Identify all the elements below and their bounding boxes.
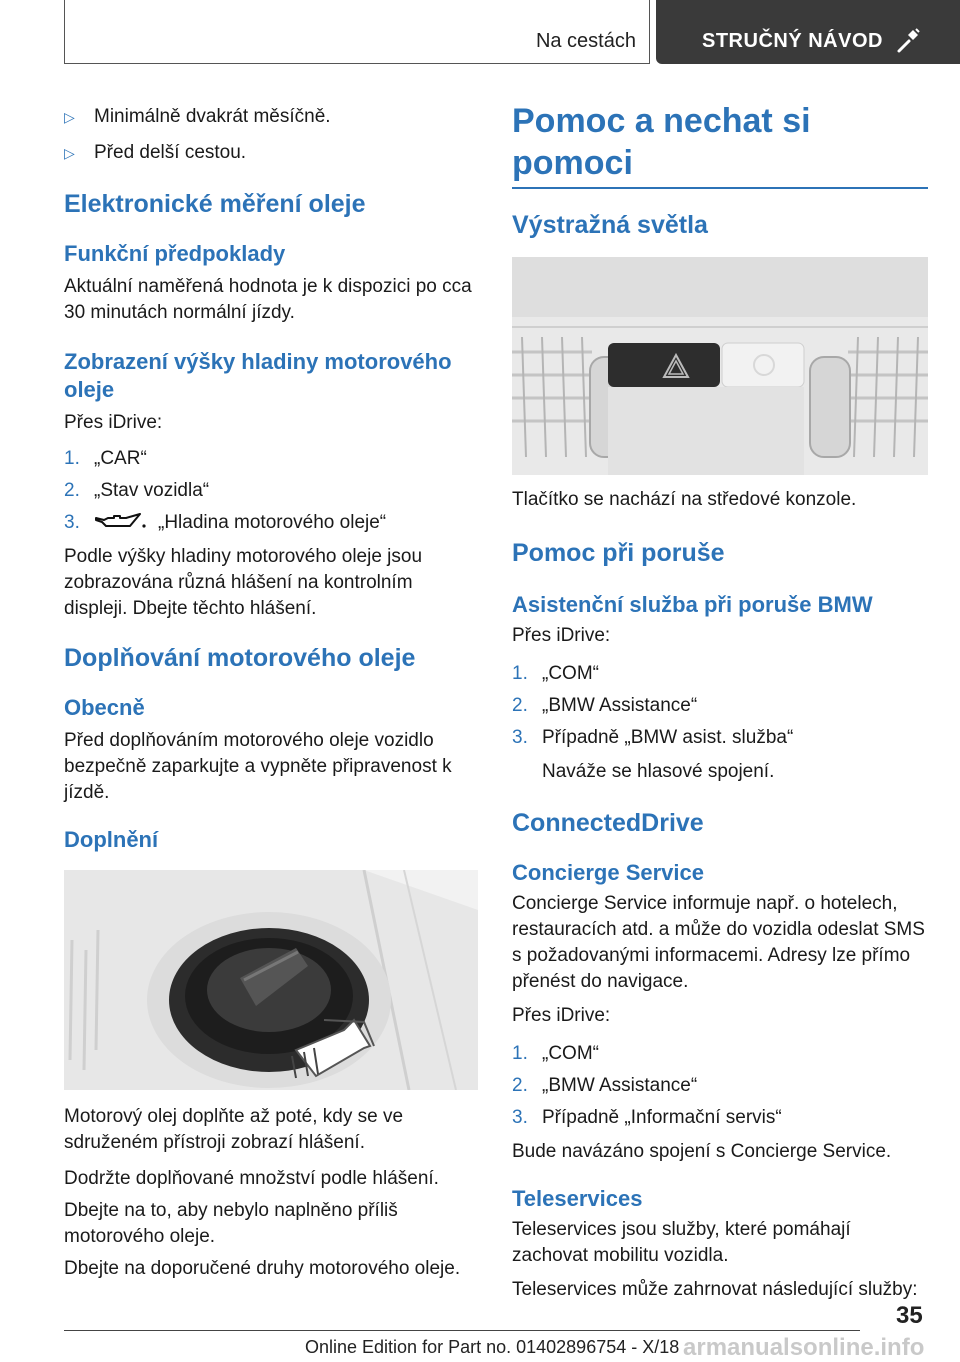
header-bottom-line	[64, 63, 650, 64]
heading-concierge: Concierge Service	[512, 860, 704, 885]
left-column	[64, 100, 478, 1282]
oil-filler-cap-image	[64, 870, 478, 1090]
step-number: 3.	[64, 512, 80, 533]
header-left-line	[64, 0, 65, 64]
step-number: 3.	[512, 727, 528, 748]
paragraph-fill-3: Dbejte na to, aby nebylo naplněno příliš motorového oleje.	[64, 1200, 398, 1247]
step-number: 3.	[512, 1107, 528, 1128]
paragraph-general: Před doplňováním motorového oleje vozidlo bezpečně zaparkujte a vypněte připravenost k jízdě.	[64, 730, 452, 803]
paragraph-hazard: Tlačítko se nachází na středové konzole.	[512, 489, 857, 510]
step-text: „BMW Assistance“	[542, 1075, 698, 1096]
heading-oil-measurement: Elektronické měření oleje	[64, 190, 366, 218]
paragraph-teleservices-2: Teleservices může zahrnovat následující služby:	[512, 1279, 918, 1300]
heading-bmw-assistance: Asistenční služba při poruše BMW	[512, 592, 873, 617]
heading-oil-level-display: Zobrazení výšky hladiny motorového oleje	[64, 349, 452, 402]
heading-breakdown-help: Pomoc při poruše	[512, 539, 725, 567]
bullet-text: Minimálně dvakrát měsíčně.	[94, 106, 331, 127]
footer-edition: Online Edition for Part no. 01402896754 - X/18	[305, 1337, 680, 1357]
header-tab-label: STRUČNÝ NÁVOD	[702, 30, 883, 52]
list-item	[64, 140, 478, 166]
right-column	[512, 100, 928, 1303]
page-number: 35	[896, 1302, 923, 1329]
oil-can-icon	[94, 512, 148, 534]
heading-help: Pomoc a nechat si pomoci	[512, 102, 811, 182]
heading-filling: Doplnění	[64, 827, 159, 852]
paragraph-idrive-2: Přes iDrive:	[512, 1005, 611, 1026]
step-number: 2.	[512, 1075, 528, 1096]
heading-topping-up-oil: Doplňování motorového oleje	[64, 644, 416, 672]
paragraph-voice-connection: Naváže se hlasové spojení.	[542, 761, 775, 782]
step-text: „Hladina motorového oleje“	[158, 512, 387, 533]
step-number: 1.	[512, 663, 528, 684]
heading-prerequisites: Funkční předpoklady	[64, 241, 286, 266]
paragraph-fill-4: Dbejte na doporučené druhy motorového oleje.	[64, 1258, 461, 1279]
paragraph-concierge-connection: Bude navázáno spojení s Concierge Service.	[512, 1141, 892, 1162]
header-section-title: Na cestách	[535, 30, 636, 52]
list-item	[512, 693, 928, 719]
step-text: „BMW Assistance“	[542, 695, 698, 716]
step-text: „Stav vozidla“	[94, 480, 210, 501]
step-text: Případně „Informační servis“	[542, 1107, 782, 1128]
list-item	[512, 1073, 928, 1099]
paragraph-teleservices-1: Teleservices jsou služby, které pomáhají zachovat mobilitu vozidla.	[512, 1219, 851, 1266]
wrench-icon	[894, 26, 922, 54]
list-item	[64, 478, 478, 504]
paragraph-prerequisites: Aktuální naměřená hodnota je k dispozici po cca 30 minutách normální jízdy.	[64, 276, 472, 323]
list-item	[512, 725, 928, 751]
step-text: „COM“	[542, 663, 599, 684]
step-number: 1.	[64, 448, 80, 469]
heading-general: Obecně	[64, 695, 145, 720]
header-right-line	[649, 0, 650, 64]
watermark: armanualsonline.info	[683, 1334, 925, 1361]
step-text: „CAR“	[94, 448, 147, 469]
paragraph-fill-1: Motorový olej doplňte až poté, kdy se ve sdruženém přístroji zobrazí hlášení.	[64, 1106, 404, 1153]
paragraph-idrive-1: Přes iDrive:	[512, 625, 611, 646]
step-number: 2.	[64, 480, 80, 501]
header-tab	[656, 0, 960, 64]
paragraph-fill-2: Dodržte doplňované množství podle hlášení.	[64, 1168, 439, 1189]
heading-teleservices: Teleservices	[512, 1186, 643, 1211]
paragraph-concierge: Concierge Service informuje např. o hotelech, restauracích atd. a může do vozidla odeslat SMS s požadovanými informacemi. Adresy lze přímo přenést do navigace.	[512, 893, 925, 992]
step-text: „COM“	[542, 1043, 599, 1064]
triangle-bullet-icon: ▷	[64, 109, 75, 125]
heading-connecteddrive: ConnectedDrive	[512, 809, 704, 837]
step-number: 1.	[512, 1043, 528, 1064]
footer-rule	[64, 1330, 860, 1331]
list-item	[512, 661, 928, 687]
paragraph-messages: Podle výšky hladiny motorového oleje jsou zobrazována různá hlášení na kontrolním displeji. Dbejte těchto hlášení.	[64, 546, 423, 619]
heading-hazard-lights: Výstražná světla	[512, 211, 708, 239]
list-item	[512, 1041, 928, 1067]
triangle-bullet-icon: ▷	[64, 145, 75, 161]
bullet-text: Před delší cestou.	[94, 142, 247, 163]
list-item	[64, 104, 478, 130]
list-item	[512, 1105, 928, 1131]
step-text: Případně „BMW asist. služba“	[542, 727, 794, 748]
heading-rule	[512, 187, 928, 189]
list-item	[64, 510, 478, 536]
hazard-button-image	[512, 257, 928, 475]
step-number: 2.	[512, 695, 528, 716]
list-item	[64, 446, 478, 472]
paragraph-idrive: Přes iDrive:	[64, 412, 163, 433]
